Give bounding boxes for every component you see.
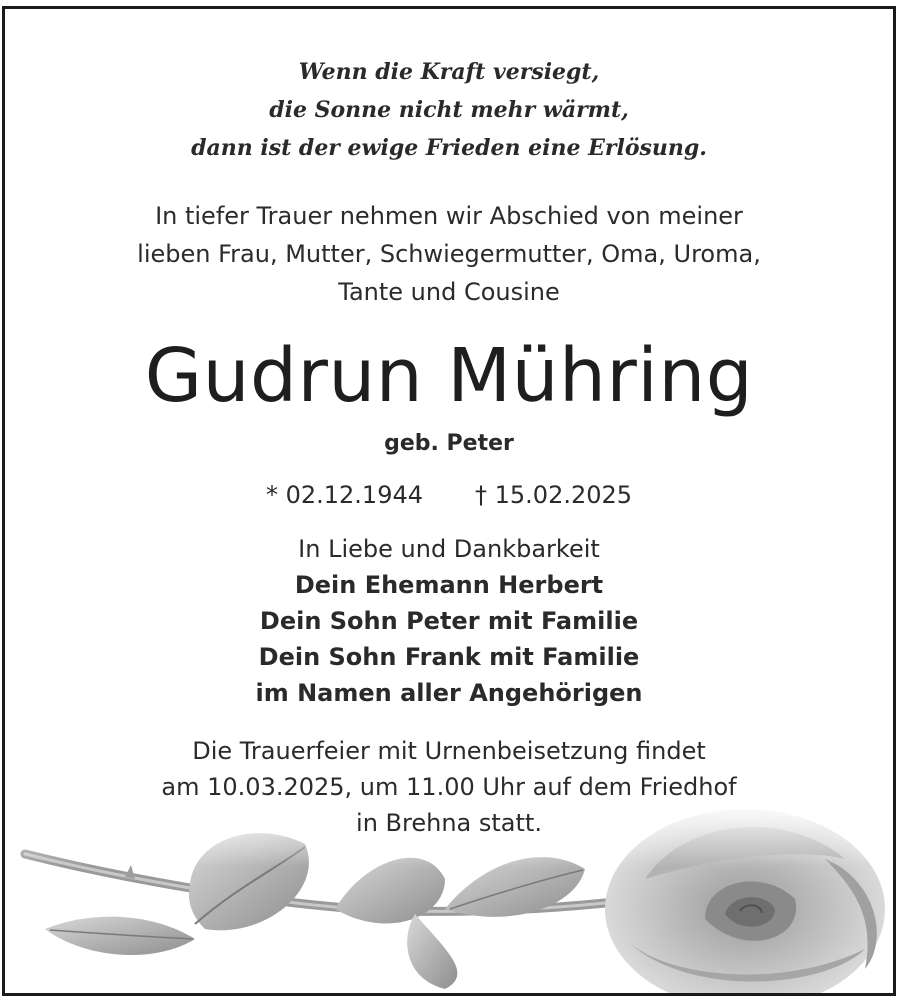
service-line: Die Trauerfeier mit Urnenbeisetzung findet [192,737,706,765]
funeral-service-info [5,733,893,841]
mourners-intro: In Liebe und Dankbarkeit [298,535,600,563]
announcement-line: lieben Frau, Mutter, Schwiegermutter, Oma, Uroma, [137,240,761,268]
motto-line: Wenn die Kraft versiegt, [298,59,600,85]
mourner-line: Dein Sohn Frank mit Familie [258,643,640,671]
motto-verse [5,53,893,167]
deceased-name: Gudrun Mühring [144,333,754,419]
obituary-frame [2,6,896,996]
life-dates [5,475,893,515]
motto-line: dann ist der ewige Frieden eine Erlösung. [191,135,707,161]
mourner-line: Dein Ehemann Herbert [294,571,604,599]
announcement-line: In tiefer Trauer nehmen wir Abschied von meiner [155,202,743,230]
mourners-block [5,531,893,711]
service-line: am 10.03.2025, um 11.00 Uhr auf dem Friedhof [161,773,737,801]
death-date: † 15.02.2025 [475,481,633,509]
birth-date: * 02.12.1944 [265,481,423,509]
announcement-text [5,197,893,311]
service-line: in Brehna statt. [356,809,542,837]
mourner-line: Dein Sohn Peter mit Familie [259,607,639,635]
mourner-line: im Namen aller Angehörigen [255,679,643,707]
maiden-name: geb. Peter [384,431,514,456]
motto-line: die Sonne nicht mehr wärmt, [269,97,629,123]
announcement-line: Tante und Cousine [338,278,560,306]
